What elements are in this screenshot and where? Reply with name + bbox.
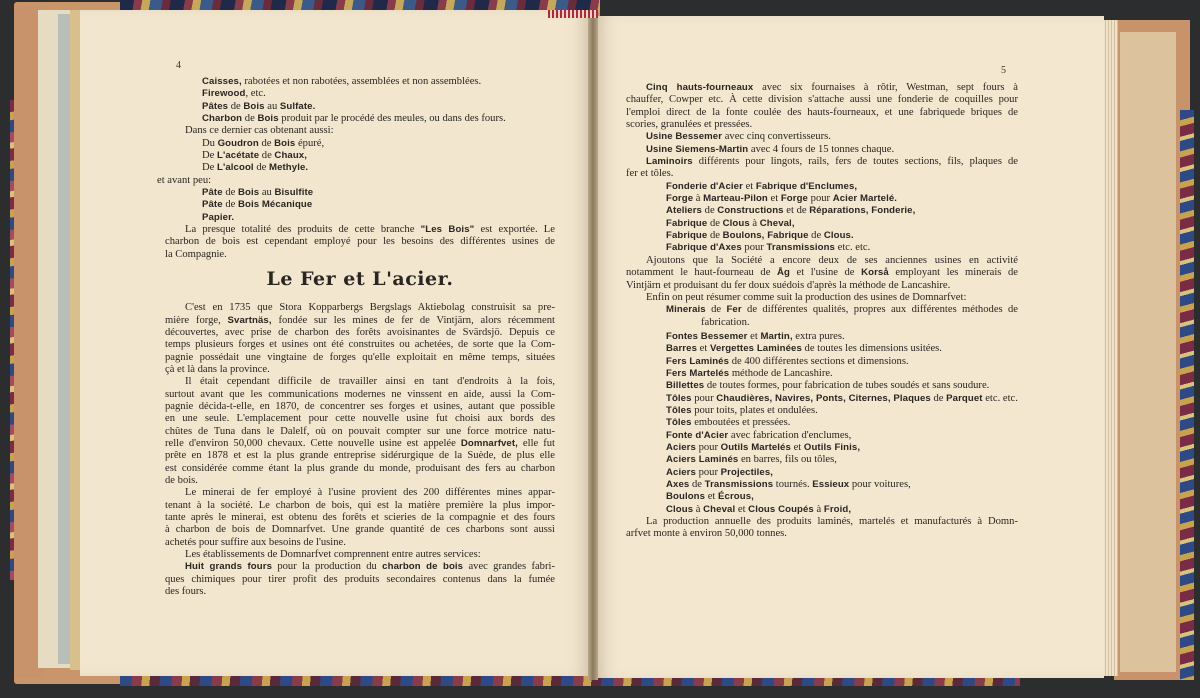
text-run: à — [693, 503, 704, 515]
bold-term: Korså — [861, 267, 889, 279]
text-run: pour voitures, — [849, 479, 911, 490]
text-run: à — [693, 193, 704, 205]
bold-term: Fonderie d'Acier — [666, 180, 743, 192]
text-run: de — [689, 479, 705, 490]
bold-term: Outils Finis, — [803, 441, 861, 453]
text-run: de — [228, 100, 244, 112]
bold-term: Martin, — [760, 330, 793, 342]
paragraph-line: charbon de bois est cependant employé pour les besoins des différentes usines de — [165, 236, 555, 248]
list-item — [626, 343, 1018, 355]
bold-term: Pâte — [202, 187, 223, 199]
paragraph-line: de bois. — [165, 474, 198, 486]
text-run: et l'usine de — [789, 267, 862, 279]
bold-term: Bois — [237, 199, 260, 211]
paragraph-line: en une seule. L'emplacement pour cette nouvelle usine fut choisi aux bords des — [165, 413, 555, 425]
bold-term: Charbon — [202, 113, 243, 125]
text-run: etc. etc. — [834, 242, 871, 254]
text-run: extra pures. — [792, 330, 845, 342]
list-item — [626, 467, 1018, 479]
text-run: pour toits, plates et ondulées. — [691, 404, 818, 416]
bold-term: Clous — [666, 503, 694, 515]
paragraph-line: Les établissements de Domnarfvet comprennent entre autres services: — [185, 549, 481, 561]
list-item — [626, 230, 1018, 242]
paragraph-line: Il était cependant difficile de travailler ainsi en tant d'endroits à la fois, — [185, 376, 555, 388]
list-item — [165, 162, 555, 174]
bold-term: Bisulfite — [274, 187, 314, 199]
bold-term: Fabrique — [666, 230, 708, 242]
paragraph-line: Ajoutons que la Société a encore deux de ses anciennes usines en activité — [646, 254, 1018, 266]
paragraph-line: est considérée comme étant la plus grande du monde, produisant des fers au charbon — [165, 462, 555, 474]
list-item — [626, 131, 1018, 143]
bold-term: Fabrique d'Enclumes, — [755, 180, 858, 192]
text-run: et — [735, 503, 749, 515]
text-run: relle d'environ 50,000 chevaux. Cette nouvelle usine est appelée — [165, 437, 461, 449]
bold-term: Essieux — [812, 479, 850, 490]
text-run: et — [790, 441, 804, 453]
paragraph-line: Enfin on peut résumer comme suit la production des usines de Domnarfvet: — [646, 291, 967, 303]
page-number-left: 4 — [176, 60, 181, 71]
bold-term: Transmissions — [766, 242, 835, 254]
text-run: pour — [808, 193, 833, 205]
text-run: avec grandes fabri- — [463, 561, 555, 573]
list-item — [626, 442, 1018, 454]
text-run: De — [202, 162, 218, 174]
paragraph-line: la Compagnie. — [165, 248, 227, 260]
paragraph-line: ques chimiques pour tirer profit des produits secondaires contenus dans la fumée — [165, 573, 555, 585]
list-item — [626, 491, 1018, 503]
text-run: de 400 différentes sections et dimensions. — [729, 355, 909, 367]
bold-term: L'alcool — [217, 162, 254, 174]
bold-term: Boulons, Fabrique — [722, 230, 809, 242]
paragraph-line: achetés pour suffire aux besoins de l'usine. — [165, 536, 346, 548]
paragraph-line: des fours. — [165, 586, 207, 598]
list-item — [626, 144, 1018, 156]
list-item — [165, 187, 555, 199]
bold-term: Laminoirs — [646, 156, 693, 168]
bold-term: Fers Laminés — [666, 355, 730, 367]
list-item — [626, 430, 1018, 442]
text-run: et — [697, 343, 710, 355]
paragraph-line: tenant à la société. Le charbon de bois, qui est la matière première la plus impor- — [165, 499, 555, 511]
bold-term: Clous — [722, 217, 750, 229]
text-run: de — [808, 230, 824, 242]
list-item — [165, 199, 555, 211]
list-item — [165, 138, 555, 150]
list-item — [626, 304, 1018, 316]
bold-term: Outils Martelés — [720, 441, 791, 453]
bold-term: Aciers — [666, 441, 696, 453]
text-run: Du — [202, 137, 218, 149]
bold-term: Aciers Laminés — [666, 454, 739, 466]
text-run: Dans ce dernier cas obtenant aussi: — [185, 125, 334, 137]
bold-term: Acier Martelé. — [832, 193, 898, 205]
bold-term: Pâte — [202, 199, 223, 211]
bold-term: Aciers — [666, 466, 696, 478]
text-run: avec fabrication d'enclumes, — [728, 429, 852, 441]
paragraph-line: scories, granulées et pressées. — [626, 119, 753, 131]
list-item — [626, 380, 1018, 392]
paragraph-line — [626, 156, 1018, 168]
list-item — [165, 101, 555, 113]
paragraph-line: arfvet monte à environ 50,000 tonnes. — [626, 528, 787, 540]
text-run: de — [259, 150, 275, 162]
bold-term: charbon de bois — [382, 561, 464, 573]
bold-term: Clous. — [823, 230, 854, 242]
list-item — [626, 205, 1018, 217]
marbled-board-right — [1180, 110, 1194, 680]
section-heading: Le Fer et L'acier. — [266, 268, 454, 291]
paragraph-line: pagnie possédait une vingtaine de forges qu'elle exploitait en même temps, situées — [165, 351, 555, 363]
text-run: avec 4 fours de 15 tonnes chaque. — [748, 143, 895, 155]
text-run: de — [242, 113, 258, 125]
text-run: est exportée. Le — [474, 224, 555, 236]
paragraph-line: l'emploi direct de la fonte coulée des hauts-fourneaux, et une fabriquede briques de — [626, 106, 1018, 118]
list-item — [626, 393, 1018, 405]
paragraph-line: tante après le minerai, est obtenu des forêts et scieries de la compagnie et des fours — [165, 512, 555, 523]
text-run: pour — [695, 466, 721, 478]
text-run: et — [705, 491, 719, 503]
text-run: employant les minerais de — [888, 267, 1018, 279]
paragraph-line — [165, 438, 555, 450]
paragraph-line: Vintjärn et produisant du fer doux suédois d'après la méthode de Lancashire. — [626, 279, 951, 291]
bold-term: Fonte d'Acier — [666, 429, 729, 441]
text-run: et de — [783, 205, 810, 217]
text-run: etc. etc. — [982, 392, 1018, 404]
headband — [548, 10, 598, 18]
text-run: De — [202, 150, 218, 162]
bold-term: Caisses, — [202, 76, 242, 87]
bold-term: Vergettes Laminées — [709, 343, 802, 355]
bold-term: L'acétate — [217, 150, 260, 162]
paragraph-line: chauffer, Cowper etc. À cette division s'attache aussi une fonderie de coquilles pour — [626, 94, 1018, 106]
bold-term: Boulons — [666, 491, 706, 503]
bold-term: Domnarfvet, — [460, 437, 518, 449]
list-item — [626, 417, 1018, 429]
list-item: fabrication. — [701, 316, 750, 328]
text-run: de toutes formes, pour fabrication de tubes soudés et sans soudure. — [704, 380, 990, 392]
bold-term: Chaudières, Navires, Ponts, Citernes, Plaques — [716, 392, 931, 404]
text-run: de différentes qualités, propres aux différentes méthodes de — [741, 304, 1019, 316]
paragraph-line: çà et là dans la province. — [165, 363, 270, 375]
text-run: pour — [741, 242, 767, 254]
text-run: de — [707, 230, 723, 242]
text-run: pour — [691, 392, 717, 404]
bold-term: Methyle. — [268, 162, 309, 174]
text-run: au — [259, 187, 275, 199]
bold-term: Fontes Bessemer — [666, 330, 748, 342]
list-item — [165, 150, 555, 162]
bold-term: Usine Siemens-Martin — [646, 143, 749, 155]
book-gutter — [588, 12, 598, 680]
list-item — [626, 479, 1018, 491]
text-run: et — [767, 193, 781, 205]
bold-term: Barres — [666, 343, 698, 355]
text-run: emboutées et pressées. — [691, 417, 791, 429]
text-run: notamment le haut-fourneau de — [626, 267, 777, 279]
paragraph-line: temps plusieurs forges et usines ont été construites ou achetées, de sorte que la Com- — [165, 339, 555, 351]
list-item — [626, 242, 1018, 254]
paragraph-line — [626, 267, 1018, 279]
bold-term: Billettes — [666, 380, 705, 392]
bold-term: Goudron — [217, 137, 259, 149]
list-item — [626, 368, 1018, 380]
bold-term: Fer — [726, 304, 742, 316]
gilded-edge-left — [70, 10, 80, 670]
text-run: tournés. — [773, 479, 813, 490]
list-item — [165, 212, 555, 224]
paragraph-line — [165, 224, 555, 236]
list-item — [626, 356, 1018, 368]
bold-term: Écrous, — [718, 491, 754, 503]
text-run: pour — [695, 441, 721, 453]
bold-term: Cheval — [703, 503, 736, 515]
text-run: de — [222, 187, 238, 199]
text-run: produit par le procédé des meules, ou dans des fours. — [278, 113, 506, 125]
bold-term: Fabrique d'Axes — [666, 242, 742, 254]
list-item — [157, 175, 555, 187]
bold-term: Tôles — [666, 404, 692, 416]
list-item — [626, 193, 1018, 205]
paragraph-line: Le minerai de fer employé à l'usine provient des 200 différentes mines appar- — [185, 487, 555, 499]
endpaper-left — [58, 14, 70, 664]
left-page-text — [157, 76, 555, 598]
text-run: mière forge, — [165, 314, 228, 326]
paragraph-line: C'est en 1735 que Stora Kopparbergs Bergslags Aktiebolag construisit sa pre- — [185, 302, 555, 314]
bold-term: Bois — [243, 100, 265, 112]
bold-term: Fabrique — [666, 217, 708, 229]
list-item — [626, 181, 1018, 193]
bold-term: "Les Bois" — [420, 224, 475, 236]
text-run: de — [258, 137, 275, 149]
bold-term: Bois — [274, 137, 296, 149]
bold-term: Bois — [257, 113, 279, 125]
paragraph-line: chûtes de Tuna dans le Dalelf, où on pouvait compter sur une force motrice natu- — [165, 425, 555, 437]
right-page-text — [626, 82, 1018, 541]
text-run: méthode de Lancashire. — [729, 367, 833, 379]
bold-term: Usine Bessemer — [646, 131, 723, 143]
bold-term: Froid, — [823, 503, 852, 515]
text-run: de — [930, 392, 947, 404]
paragraph-line: La production annuelle des produits laminés, martelés et manufacturés à Domn- — [646, 516, 1018, 528]
bold-term: Firewood — [202, 88, 246, 100]
paragraph-line: à charbon de bois de Domnarfvet. Une grande quantité de ces charbons sont aussi — [165, 524, 555, 536]
bold-term: Cinq hauts-fourneaux — [646, 82, 754, 93]
paragraph-line: surtout avant que les communications modernes ne vinssent en aide, aussi la Com- — [165, 388, 555, 400]
list-item — [165, 88, 555, 100]
bold-term: Minerais — [666, 304, 706, 316]
text-run: rabotées et non rabotées, assemblées et non assemblées. — [241, 76, 482, 87]
bold-term: Transmissions — [704, 479, 774, 490]
text-run: épuré, — [295, 137, 325, 149]
bold-term: Clous Coupés — [748, 503, 814, 515]
list-item — [165, 76, 555, 88]
list-item — [626, 218, 1018, 230]
text-run: de toutes les dimensions usitées. — [801, 343, 942, 355]
paragraph-line: pagnie décida-t-elle, en 1870, de concentrer ses forges et usines, autant que possible — [165, 400, 555, 412]
bold-term: Sulfate. — [279, 100, 316, 112]
paragraph-line — [165, 561, 555, 573]
text-run: de — [705, 304, 727, 316]
bold-term: Tôles — [666, 392, 692, 404]
paragraph-line — [165, 315, 555, 327]
bold-term: Axes — [666, 479, 690, 490]
bold-term: Constructions — [717, 205, 784, 217]
text-run: différents pour lingots, rails, fers de toutes sections, fils, plaques de — [692, 156, 1018, 168]
text-run: de — [253, 162, 269, 174]
list-item — [165, 125, 555, 137]
bold-term: Papier. — [202, 211, 235, 223]
list-item — [626, 454, 1018, 466]
bold-term: Åg — [776, 267, 790, 279]
text-run: de — [222, 199, 238, 211]
text-run: La presque totalité des produits de cette branche — [185, 224, 421, 236]
text-run: elle fut — [517, 437, 555, 449]
paragraph-line: prête en 1878 et est la plus grande entreprise sidérurgique de la Suède, de plus elle — [165, 450, 555, 462]
bold-term: Ateliers — [666, 205, 702, 217]
bold-term: Forge — [666, 193, 694, 205]
bold-term: Huit grands fours — [185, 561, 272, 573]
text-run: , etc. — [245, 88, 266, 100]
text-run: à — [749, 217, 760, 229]
bold-term: Forge — [780, 193, 808, 205]
list-item — [626, 331, 1018, 343]
paragraph-line: découvertes, avec prise de charbon des forêts avoisinantes de Svärdsjö. Depuis ce — [165, 326, 555, 338]
bold-term: Chaux, — [274, 150, 308, 162]
list-item — [165, 113, 555, 125]
page-number-right: 5 — [1001, 65, 1006, 76]
bold-term: Cheval, — [759, 217, 795, 229]
bold-term: Pâtes — [202, 100, 229, 112]
text-run: avec cinq convertisseurs. — [722, 131, 831, 143]
text-run: de — [707, 217, 723, 229]
text-run: pour la production du — [272, 561, 383, 573]
text-run: de — [702, 205, 718, 217]
text-run: fondée sur les mines de fer de Vintjärn, alors récemment — [271, 314, 555, 326]
text-run: en barres, fils ou tôles, — [738, 454, 837, 466]
bold-term: Fers Martelés — [666, 367, 730, 379]
paragraph-line — [626, 82, 1018, 94]
cover-lining-right — [1120, 32, 1176, 672]
text-run: avec six fournaises à rôtir, Westman, sept fours à — [753, 82, 1018, 93]
bold-term: Réparations, Fonderie, — [809, 205, 916, 217]
text-run: à — [813, 503, 824, 515]
bold-term: Marteau-Pilon — [703, 193, 768, 205]
bold-term: Svartnäs, — [227, 314, 272, 326]
list-item — [626, 504, 1018, 516]
bold-term: Tôles — [666, 417, 692, 429]
list-item — [626, 405, 1018, 417]
bold-term: Projectiles, — [720, 466, 774, 478]
text-run: et — [742, 180, 756, 192]
paragraph-line: fer et tôles. — [626, 168, 674, 180]
bold-term: Mécanique — [261, 199, 313, 211]
text-run: et — [747, 330, 761, 342]
bold-term: Bois — [237, 187, 260, 199]
bold-term: Parquet — [946, 392, 983, 404]
text-run: et avant peu: — [157, 174, 212, 186]
text-run: au — [264, 100, 280, 112]
